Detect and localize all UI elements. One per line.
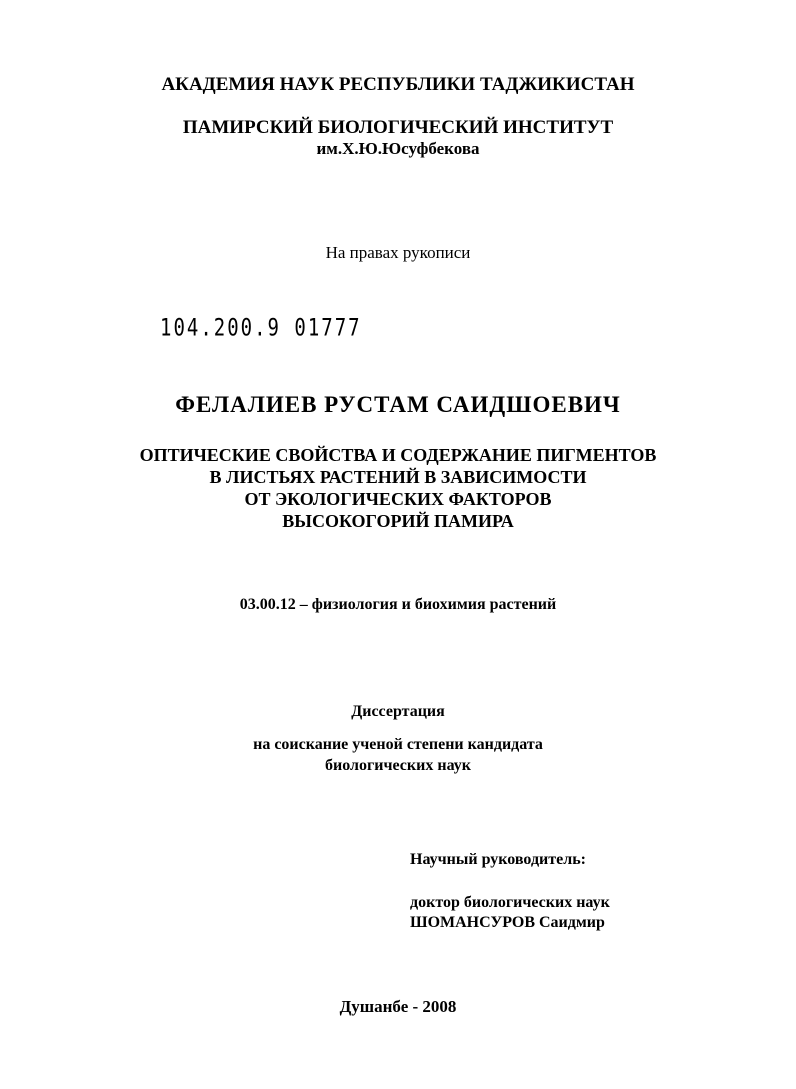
title-line: ОПТИЧЕСКИЕ СВОЙСТВА И СОДЕРЖАНИЕ ПИГМЕНТОВ (139, 445, 657, 465)
supervisor-name: ШОМАНСУРОВ Саидмир (410, 914, 605, 931)
specialty: 03.00.12 – физиология и биохимия растений (239, 596, 557, 613)
archive-stamp-number: 104.200.9 01777 (160, 314, 362, 342)
document-type: Диссертация (351, 703, 445, 720)
manuscript-note: На правах рукописи (325, 243, 471, 262)
degree-line: на соискание ученой степени кандидата (253, 736, 543, 753)
supervisor-label: Научный руководитель: (410, 851, 586, 868)
supervisor-degree: доктор биологических наук (410, 894, 610, 911)
title-line: В ЛИСТЬЯХ РАСТЕНИЙ В ЗАВИСИМОСТИ (209, 467, 587, 487)
author-name: ФЕЛАЛИЕВ РУСТАМ САИДШОЕВИЧ (175, 392, 621, 417)
title-line: ОТ ЭКОЛОГИЧЕСКИХ ФАКТОРОВ (244, 489, 552, 509)
institute-heading: ПАМИРСКИЙ БИОЛОГИЧЕСКИЙ ИНСТИТУТ (182, 117, 614, 138)
degree-line: биологических наук (325, 757, 471, 774)
institute-name: им.Х.Ю.Юсуфбекова (316, 139, 480, 158)
city-year: Душанбе - 2008 (339, 997, 457, 1016)
academy-heading: АКАДЕМИЯ НАУК РЕСПУБЛИКИ ТАДЖИКИСТАН (161, 74, 635, 95)
title-line: ВЫСОКОГОРИЙ ПАМИРА (282, 511, 514, 531)
